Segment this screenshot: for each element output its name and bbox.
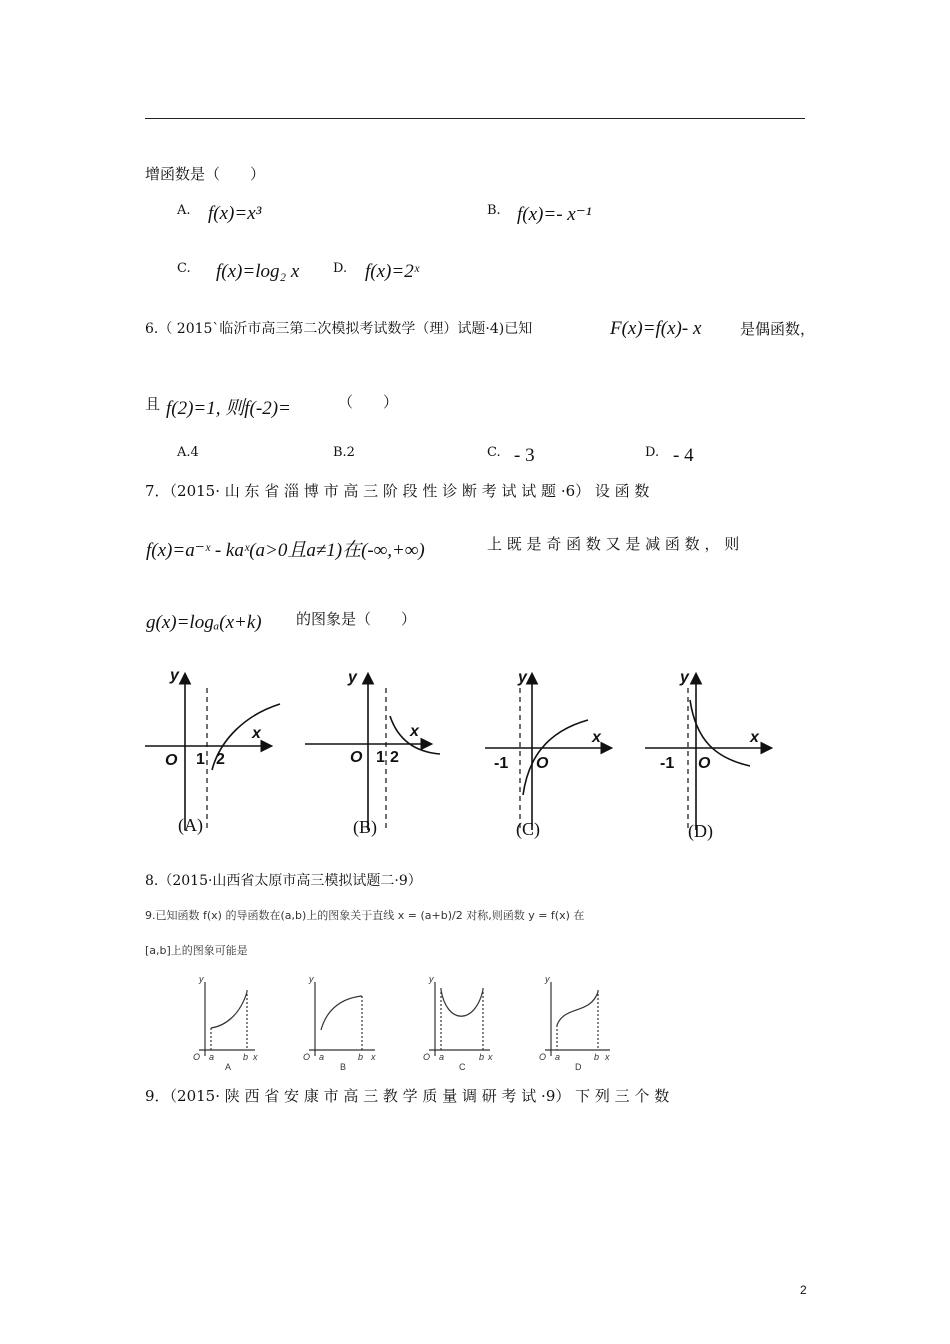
q5-option-d-label: D. [333, 261, 348, 276]
q8-b-y: y [309, 974, 314, 984]
q5-option-a-expr: f(x)=x³ [208, 203, 262, 224]
q6-stem-tail: 是偶函数， [740, 320, 816, 338]
q6-stem: 6.（ 2015`临沂市高三第二次模拟考试数学（理）试题·4)已知 [145, 321, 533, 337]
graph-d-tick-neg1: -1 [660, 755, 675, 772]
q7-stem-tail: 上 既 是 奇 函 数 又 是 减 函 数 ， 则 [487, 535, 740, 553]
q7-expr-g: g(x)=logₐ(x+k) [146, 612, 262, 633]
q5-option-c-label: C. [177, 261, 191, 276]
q8-a-y: y [199, 974, 204, 984]
q5-option-c-expr: f(x)=log₂ x [216, 261, 300, 282]
q5-stem-tail: 增函数是（ ） [145, 165, 266, 183]
q8-c-label: C [459, 1062, 466, 1070]
q8-c-b: b [479, 1052, 485, 1062]
q8-graphs [185, 970, 635, 1070]
q7-expr-f: f(x)=a⁻ˣ - kaˣ(a>0且a≠1)在(-∞,+∞) [146, 540, 425, 561]
q8-c-x: x [488, 1052, 493, 1062]
q5-option-b-expr: f(x)=- x⁻¹ [517, 204, 592, 225]
q7-graphs [140, 660, 820, 850]
q8-stem: 8.（2015·山西省太原市高三模拟试题二·9） [145, 873, 422, 889]
q5-option-d-expr: f(x)=2ˣ [365, 261, 420, 282]
q6-option-c: - 3 [514, 445, 535, 466]
q8-b-x: x [371, 1052, 376, 1062]
header-rule [145, 118, 805, 119]
q7-stem-end: 的图象是（ ） [296, 610, 417, 628]
q6-expr-f: f(2)=1, 则f(-2)= [166, 398, 291, 419]
graph-c-origin: O [536, 755, 549, 772]
graph-a-tick-1: 1 [196, 751, 205, 768]
q8-b-b: b [358, 1052, 364, 1062]
q8-b-origin: O [303, 1052, 311, 1062]
graph-b-origin: O [350, 749, 363, 766]
q8-d-x: x [605, 1052, 610, 1062]
q7-graph-label-b: (B) [353, 817, 377, 837]
q8-c-origin: O [423, 1052, 431, 1062]
graph-d-origin: O [698, 755, 711, 772]
graph-a-y-label: y [170, 667, 179, 684]
graph-b-y-label: y [348, 669, 357, 686]
q8-d-origin: O [539, 1052, 547, 1062]
q8-graph-d [545, 982, 610, 1056]
q8-graph-c [429, 982, 490, 1056]
q8-graph-b [309, 982, 375, 1056]
q8-a-x: x [253, 1052, 258, 1062]
graph-b-tick-1: 1 [376, 749, 385, 766]
q7-graph-label-d: (D) [688, 821, 713, 841]
graph-c-tick-neg1: -1 [494, 755, 509, 772]
q6-paren: （ ） [338, 393, 399, 411]
graph-d-y-label: y [680, 669, 689, 686]
q6-and: 且 [145, 395, 161, 413]
q8-a-label: A [225, 1062, 232, 1070]
q5-option-b-label: B. [487, 203, 501, 218]
q8-b-label: B [340, 1062, 347, 1070]
q8-image-line1: 9.已知函数 f(x) 的导函数在(a,b)上的图象关于直线 x = (a+b)/2 对称,则函数 y = f(x) 在 [145, 909, 585, 922]
q6-option-d: - 4 [673, 445, 694, 466]
q9-stem: 9．（2015· 陕 西 省 安 康 市 高 三 教 学 质 量 调 研 考 试 ·9） 下 列 三 个 数 [145, 1087, 670, 1105]
q8-c-a: a [439, 1052, 445, 1062]
q8-c-y: y [429, 974, 434, 984]
graph-b [305, 675, 440, 830]
q8-d-a: a [555, 1052, 561, 1062]
q6-expr-F: F(x)=f(x)- x [610, 318, 702, 339]
graph-b-x-label: x [410, 723, 419, 740]
q8-a-b: b [243, 1052, 249, 1062]
graph-c-x-label: x [592, 729, 601, 746]
q6-option-a: A.4 [177, 445, 199, 460]
graph-a-tick-2: 2 [216, 751, 225, 768]
q7-stem: 7．（2015· 山 东 省 淄 博 市 高 三 阶 段 性 诊 断 考 试 试 题 ·6） 设 函 数 [145, 482, 650, 500]
q5-option-a-label: A. [177, 203, 191, 218]
graph-c-y-label: y [518, 669, 527, 686]
q8-graph-a [199, 982, 255, 1056]
q8-b-a: a [319, 1052, 325, 1062]
q8-a-a: a [209, 1052, 215, 1062]
q6-option-c-label: C. [487, 445, 501, 460]
q8-image-line2: [a,b]上的图象可能是 [145, 944, 248, 957]
q8-a-origin: O [193, 1052, 201, 1062]
q7-graph-label-a: (A) [178, 815, 203, 835]
graph-a-x-label: x [252, 725, 261, 742]
q7-graph-label-c: (C) [516, 819, 540, 839]
page-number: 2 [800, 1283, 807, 1297]
q8-d-b: b [594, 1052, 600, 1062]
q6-option-d-label: D. [645, 445, 660, 460]
q8-d-y: y [545, 974, 550, 984]
q8-d-label: D [575, 1062, 582, 1070]
q6-option-b: B.2 [333, 445, 355, 460]
graph-a-origin: O [165, 752, 178, 769]
graph-b-tick-2: 2 [390, 749, 399, 766]
graph-d [645, 675, 770, 830]
graph-d-x-label: x [750, 729, 759, 746]
graph-c [485, 675, 610, 830]
